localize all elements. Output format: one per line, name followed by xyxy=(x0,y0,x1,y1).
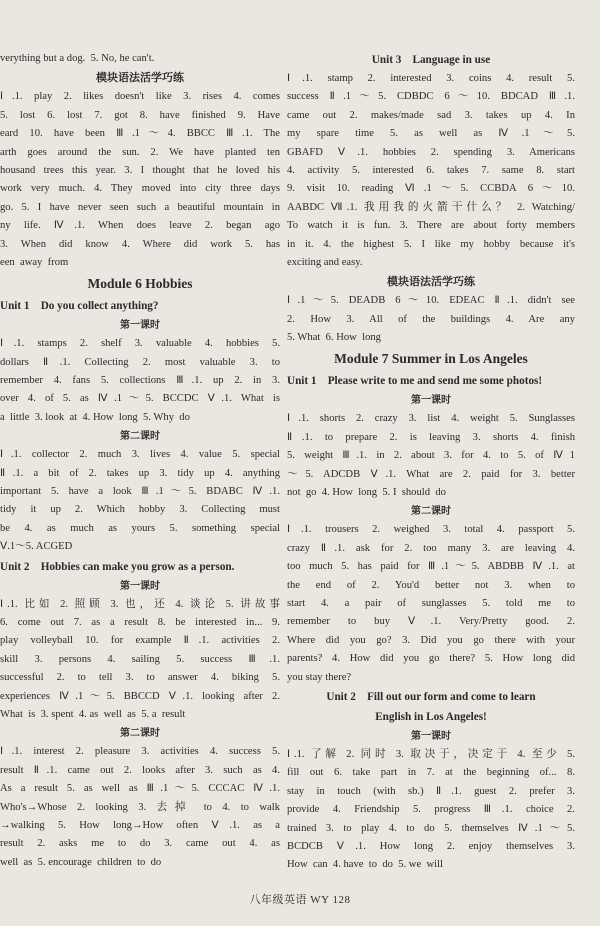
answer-line: Ⅰ.1. play 2. likes doesn't like 3. rises 4. comes xyxy=(0,91,280,103)
answer-line: As a result 5. as well as Ⅲ.1～5. CCCAC Ⅳ.1. xyxy=(0,783,280,795)
answer-line: BCDCB Ⅴ.1. How long 2. enjoy themselves 3. xyxy=(287,840,575,852)
answer-line: Where did you go? 3. Did you go there with your xyxy=(287,634,575,646)
answer-line: Who's→Whose 2. looking 3. 去掉 to 4. to walk xyxy=(0,801,280,813)
unit-title: English in Los Angeles! xyxy=(375,710,487,723)
answer-line: remember to buy Ⅴ.1. Very/Pretty good. 2. xyxy=(287,616,575,628)
answer-line: What is 3. spent 4. as well as 5. a result xyxy=(0,708,186,720)
answer-line: Ⅰ.1. shorts 2. crazy 3. list 4. weight 5. Sunglasses xyxy=(287,413,575,425)
answer-line: eard 10. have been Ⅲ.1～4. BBCC Ⅲ.1. The xyxy=(0,128,280,140)
answer-line: success Ⅱ.1～5. CDBDC 6～10. BDCAD Ⅲ.1. xyxy=(287,91,575,103)
answer-line: result Ⅱ.1. came out 2. looks after 3. such as 4. xyxy=(0,764,280,776)
answer-line: Ⅰ.1. interest 2. pleasure 3. activities 4. success 5. xyxy=(0,746,280,758)
answer-line: Ⅰ.1～5. DEADB 6～10. EDEAC Ⅱ.1. didn't see xyxy=(287,295,575,307)
answer-line: Ⅰ.1. 比如 2. 照顾 3. 也，还 4. 谈论 5. 讲故事 xyxy=(0,598,280,610)
answer-line: 9. visit 10. reading Ⅵ.1～5. CCBDA 6～10. xyxy=(287,183,575,195)
answer-line: my spare time 5. as well as Ⅳ.1～5. xyxy=(287,128,575,140)
lesson-heading: 第二课时 xyxy=(120,431,160,443)
answer-line: Ⅱ.1. to prepare 2. is leaving 3. shorts 4. finish xyxy=(287,431,575,443)
answer-line: play volleyball 10. for example Ⅱ.1. activities 2. xyxy=(0,635,280,647)
answer-line: work very much. 4. They moved into city three days xyxy=(0,183,280,195)
answer-line: the end of 2. You'd better not 3. when to xyxy=(287,579,575,591)
section-heading: 模块语法活学巧练 xyxy=(387,276,475,289)
answer-line: GBAFD Ⅴ.1. hobbies 2. spending 3. Americans xyxy=(287,146,575,158)
answer-line: successful 2. to tell 3. to answer 4. biking 5. xyxy=(0,672,280,684)
answer-line: well as 5. encourage children to do xyxy=(0,856,162,868)
answer-line: ～5. ADCDB Ⅴ.1. What are 2. paid for 3. better xyxy=(287,468,575,480)
answer-line: important 5. have a look Ⅲ.1～5. BDABC Ⅳ.1. xyxy=(0,486,280,498)
answer-line: provide 4. Friendship 5. progress Ⅲ.1. choice 2. xyxy=(287,804,575,816)
answer-line: How can 4. have to do 5. we will xyxy=(287,859,443,871)
answer-line: arth goes around the sun. 2. We have planted ten xyxy=(0,146,280,158)
answer-line: Ⅱ.1. a bit of 2. takes up 3. tidy up 4. anything xyxy=(0,467,280,479)
section-heading: 模块语法活学巧练 xyxy=(96,72,184,85)
unit-title: Unit 2 Fill out our form and come to learn xyxy=(326,690,536,703)
module-title: Module 7 Summer in Los Angeles xyxy=(334,351,528,367)
answer-line: 5. weight Ⅲ.1. in 2. about 3. for 4. to 5. of Ⅳ1 xyxy=(287,450,575,462)
lesson-heading: 第二课时 xyxy=(411,506,451,518)
answer-line: Ⅰ.1. stamp 2. interested 3. coins 4. result 5. xyxy=(287,73,575,84)
answer-line: AABDC Ⅶ.1. 我用我的火箭干什么？ 2. Watching/ xyxy=(287,201,575,213)
answer-line: be 4. as much as yours 5. something special xyxy=(0,522,280,534)
lesson-heading: 第一课时 xyxy=(120,580,160,592)
answer-line: ny life. Ⅳ.1. When does leave 2. began ago xyxy=(0,220,280,232)
page-footer: 八年级英语 WY 128 xyxy=(249,894,351,906)
answer-line: Ⅰ.1. 了解 2. 同时 3. 取决于，决定于 4. 至少 5. xyxy=(287,748,575,760)
answer-line: Ⅰ.1. collector 2. much 3. lives 4. value 5. special xyxy=(0,449,280,461)
answer-line: verything but a dog. 5. No, he can't. xyxy=(0,53,155,64)
answer-line: trained 3. to play 4. to do 5. themselves Ⅳ.1～5. xyxy=(287,822,575,834)
answer-line: Ⅴ.1～5. ACGED xyxy=(0,541,73,553)
lesson-heading: 第一课时 xyxy=(411,730,451,742)
unit-title: Unit 1 Please write to me and send me some photos! xyxy=(287,375,543,388)
answer-line: crazy Ⅱ.1. ask for 2. too many 3. are leaving 4. xyxy=(287,542,575,554)
answer-line: een away from xyxy=(0,256,69,268)
right-column xyxy=(287,50,575,875)
answer-line: 4. activity 5. interested 6. takes 7. same 8. start xyxy=(287,164,575,176)
answer-line: not go 4. How long 5. I should do xyxy=(287,487,446,499)
answer-line: →walking 5. How long→How often Ⅴ.1. as a xyxy=(0,819,280,831)
answer-line: go. 5. I have never seen such a beautiful mountain in xyxy=(0,201,280,213)
answer-line: skill 3. persons 4. sailing 5. success Ⅲ.1. xyxy=(0,653,280,665)
answer-line: dollars Ⅱ.1. Collecting 2. most valuable 3. to xyxy=(0,356,280,368)
answer-line: remember 4. fans 5. collections Ⅲ.1. up 2. in 3. xyxy=(0,375,280,387)
left-column xyxy=(0,50,280,872)
lesson-heading: 第二课时 xyxy=(120,728,160,740)
answer-line: housand trees this year. 3. I thought that he loved his xyxy=(0,164,280,176)
unit-title: Unit 2 Hobbies can make you grow as a person. xyxy=(0,560,235,573)
answer-line: 6. come out 7. as a result 8. be interested in... 9. xyxy=(0,616,280,628)
answer-line: 5. lost 6. lost 7. got 8. have finished 9. Have xyxy=(0,109,280,121)
answer-line: To watch it is fun. 3. There are about forty members xyxy=(287,220,575,232)
answer-line: too much 5. has paid for Ⅲ.1～5. ABDBB Ⅳ.1. at xyxy=(287,561,575,573)
unit-title: Unit 3 Language in use xyxy=(371,54,491,66)
answer-line: Ⅰ.1. stamps 2. shelf 3. valuable 4. hobbies 5. xyxy=(0,338,280,350)
unit-title: Unit 1 Do you collect anything? xyxy=(0,300,159,313)
answer-line: 3. When did know 4. Where did work 5. has xyxy=(0,238,280,250)
answer-line: 2. How 3. All of the buildings 4. Are any xyxy=(287,313,575,325)
answer-line: start 4. a pair of sunglasses 5. told me to xyxy=(287,597,575,609)
answer-line: you stay there? xyxy=(287,671,352,683)
answer-line: over 4. of 5. as Ⅳ.1～5. BCCDC Ⅴ.1. What is xyxy=(0,393,280,405)
answer-line: Ⅰ.1. trousers 2. weighed 3. total 4. passport 5. xyxy=(287,524,575,536)
answer-line: 5. What 6. How long xyxy=(287,332,381,344)
lesson-heading: 第一课时 xyxy=(120,320,160,332)
answer-line: experiences Ⅳ.1～5. BBCCD Ⅴ.1. looking after 2. xyxy=(0,690,280,702)
answer-line: came out 2. makes/made sad 3. takes up 4. In xyxy=(287,109,575,121)
answer-line: exciting and easy. xyxy=(287,256,363,268)
answer-line: in it. 4. the highest 5. I like my hobby because it's xyxy=(287,238,575,250)
answer-line: result 2. asks me to do 3. came out 4. as xyxy=(0,838,280,850)
answer-line: tidy it up 2. Which hobby 3. Collecting must xyxy=(0,504,280,516)
answer-line: stay in touch (with sb.) Ⅱ.1. guest 2. prefer 3. xyxy=(287,785,575,797)
answer-line: fill out 6. take part in 7. at the beginning of... 8. xyxy=(287,767,575,779)
answer-line: a little 3. look at 4. How long 5. Why do xyxy=(0,411,190,423)
lesson-heading: 第一课时 xyxy=(411,395,451,407)
module-title: Module 6 Hobbies xyxy=(87,276,193,292)
answer-line: parents? 4. How did you go there? 5. How long did xyxy=(287,653,575,665)
